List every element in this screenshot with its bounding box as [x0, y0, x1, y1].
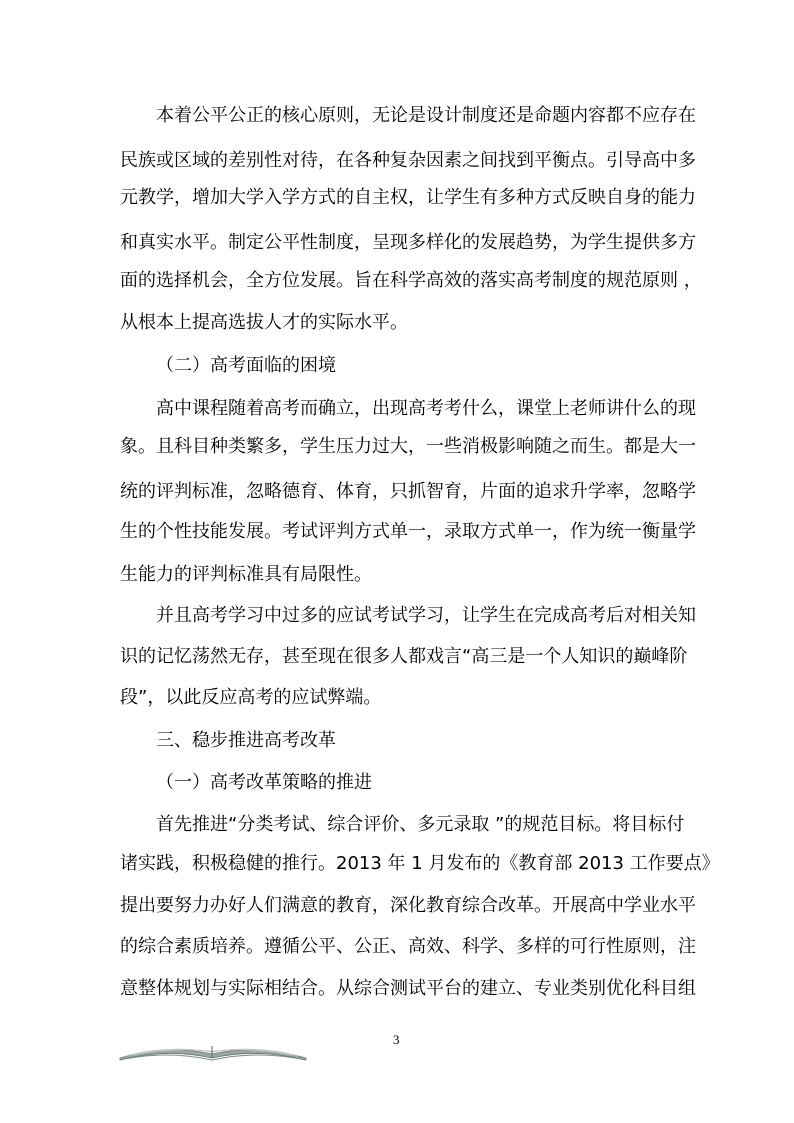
- section-heading: 三、稳步推进高考改革: [156, 730, 336, 751]
- text-line: 面的选择机会，全方位发展。旨在科学高效的落实高考制度的规范原则 ，: [120, 270, 702, 291]
- text-line: 生能力的评判标准具有局限性。: [120, 564, 372, 585]
- text-line: 生的个性技能发展。考试评判方式单一，录取方式单一，作为统一衡量学: [120, 521, 696, 542]
- page-number: 3: [393, 1032, 400, 1047]
- text-line: 诸实践，积极稳健的推行。2013 年 1 月发布的《教育部 2013 工作要点》: [120, 853, 720, 874]
- section-heading: （二）高考面临的困境: [156, 355, 336, 376]
- text-line: 民族或区域的差别性对待，在各种复杂因素之间找到平衡点。引导高中多: [120, 150, 696, 171]
- text-line: 高中课程随着高考而确立，出现高考考什么，课堂上老师讲什么的现: [156, 398, 696, 419]
- text-line: 并且高考学习中过多的应试考试学习，让学生在完成高考后对相关知: [156, 605, 696, 626]
- text-line: 段”，以此反应高考的应试弊端。: [120, 687, 382, 708]
- open-book-icon: [118, 1036, 308, 1064]
- text-line: 从根本上提高选拔人才的实际水平。: [120, 312, 408, 333]
- text-line: 本着公平公正的核心原则，无论是设计制度还是命题内容都不应存在: [156, 105, 696, 126]
- text-line: 意整体规划与实际相结合。从综合测试平台的建立、专业类别优化科目组: [120, 978, 696, 999]
- text-line: 和真实水平。制定公平性制度，呈现多样化的发展趋势，为学生提供多方: [120, 232, 696, 253]
- section-heading: （一）高考改革策略的推进: [156, 772, 372, 793]
- text-line: 识的记忆荡然无存，甚至现在很多人都戏言“高三是一个人知识的巅峰阶: [120, 646, 688, 667]
- text-line: 统的评判标准，忽略德育、体育，只抓智育，片面的追求升学率，忽略学: [120, 481, 696, 502]
- text-line: 元教学，增加大学入学方式的自主权，让学生有多种方式反映自身的能力: [120, 187, 696, 208]
- text-line: 提出要努力办好人们满意的教育，深化教育综合改革。开展高中学业水平: [120, 895, 696, 916]
- text-line: 象。且科目种类繁多，学生压力过大，一些消极影响随之而生。都是大一: [120, 436, 696, 457]
- text-line: 首先推进“分类考试、综合评价、多元录取 ”的规范目标。将目标付: [156, 814, 685, 835]
- text-line: 的综合素质培养。遵循公平、公正、高效、科学、多样的可行性原则，注: [120, 936, 696, 957]
